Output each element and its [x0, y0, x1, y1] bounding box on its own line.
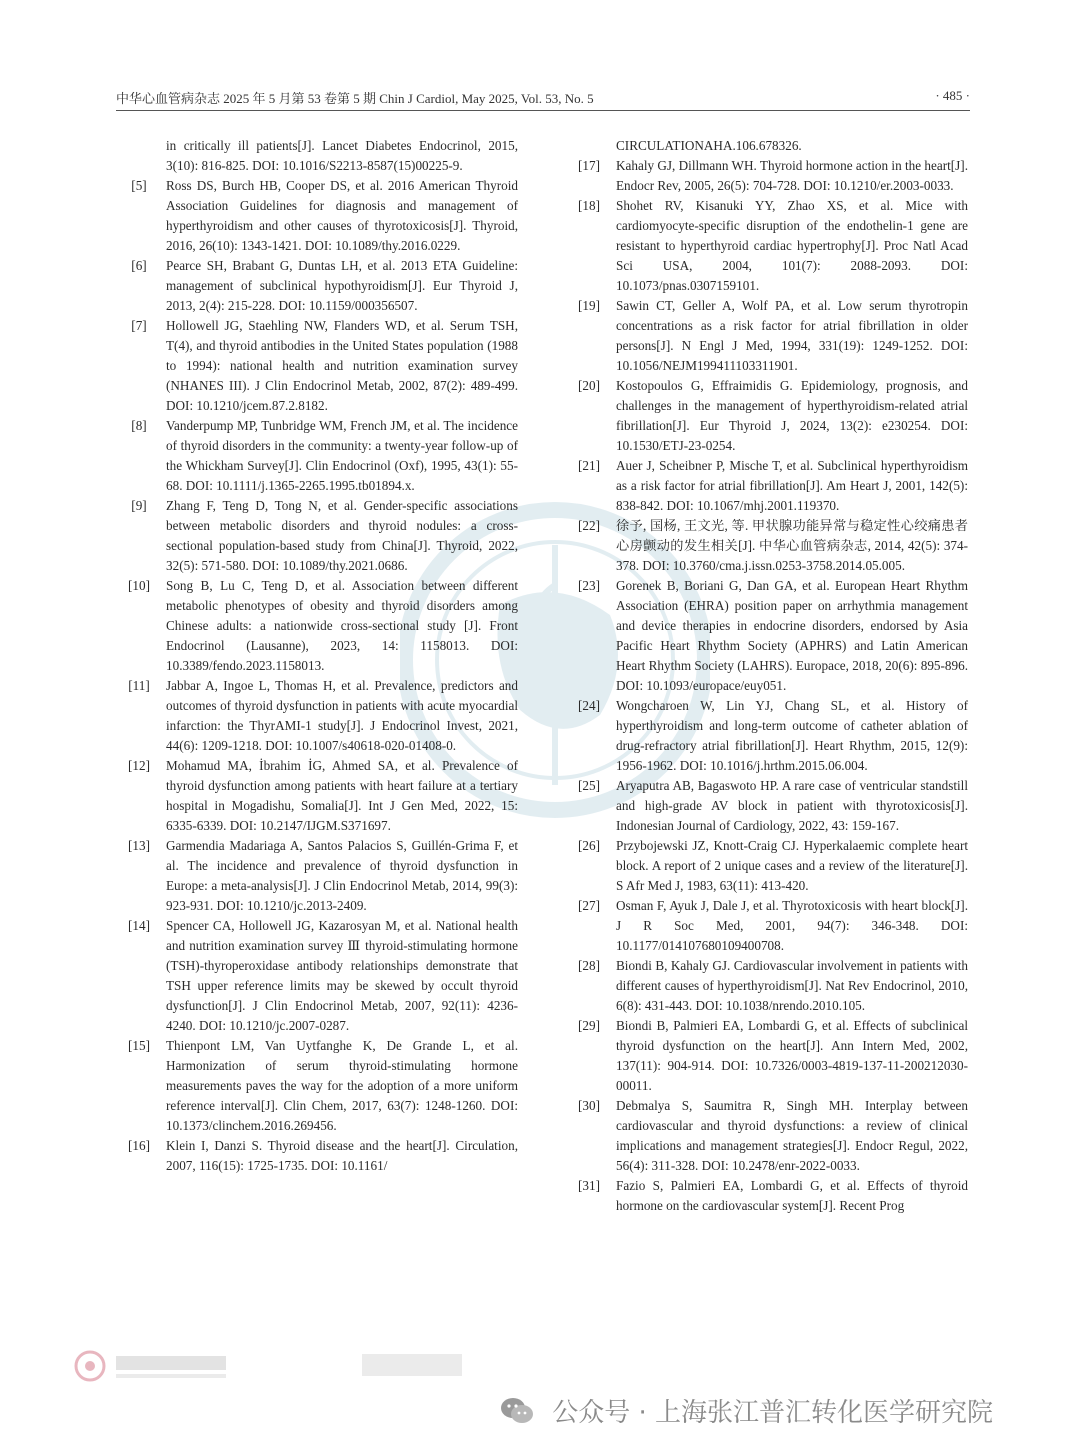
reference-number: [29]: [578, 1018, 600, 1033]
reference-number: [13]: [128, 838, 150, 853]
reference-text: Vanderpump MP, Tunbridge WM, French JM, et al. The incidence of thyroid disorders in the community: a twenty-year follow-up of the Whickham Survey[J]. Clin Endocrinol (Oxf), 1995, 43(1): 55-68. DOI: 10.1111/j.1365-2265.1995.tb01894.x.: [166, 418, 518, 493]
reference-item: [116, 1136, 518, 1176]
reference-number: [14]: [128, 918, 150, 933]
reference-text: Mohamud MA, İbrahim İG, Ahmed SA, et al. Prevalence of thyroid dysfunction among patients with heart failure at a tertiary hospital in Mogadishu, Somalia[J]. Int J Gen Med, 2022, 15: 6335-6339. DOI: 10.2147/IJGM.S371697.: [166, 758, 518, 833]
reference-text: Wongcharoen W, Lin YJ, Chang SL, et al. History of hyperthyroidism and long-term outcome of catheter ablation of drug-refractory atrial fibrillation[J]. Heart Rhythm, 2015, 12(9): 1956-1962. DOI: 10.1016/j.hrthm.2015.06.004.: [616, 698, 968, 773]
reference-item: [566, 516, 968, 576]
reference-number: [20]: [578, 378, 600, 393]
reference-item: [116, 916, 518, 1036]
reference-number: [28]: [578, 958, 600, 973]
reference-number: [18]: [578, 198, 600, 213]
reference-number: [30]: [578, 1098, 600, 1113]
reference-number: [12]: [128, 758, 150, 773]
reference-item: [116, 136, 518, 176]
reference-text: Ross DS, Burch HB, Cooper DS, et al. 2016 American Thyroid Association Guidelines for diagnosis and management of hyperthyroidism and other causes of thyrotoxicosis[J]. Thyroid, 2016, 26(10): 1343-1421. DOI: 10.1089/thy.2016.0229.: [166, 178, 518, 253]
reference-text: Fazio S, Palmieri EA, Lombardi G, et al. Effects of thyroid hormone on the cardiovascular system[J]. Recent Prog: [616, 1178, 968, 1213]
reference-item: [116, 576, 518, 676]
reference-number: [6]: [131, 258, 147, 273]
wechat-icon: [500, 1396, 534, 1426]
reference-item: [116, 256, 518, 316]
reference-text: Garmendia Madariaga A, Santos Palacios S, Guillén-Grima F, et al. The incidence and prevalence of thyroid dysfunction in Europe: a meta-analysis[J]. J Clin Endocrinol Metab, 2014, 99(3): 923-931. DOI: 10.1210/jc.2013-2409.: [166, 838, 518, 913]
reference-item: [116, 836, 518, 916]
reference-number: [17]: [578, 158, 600, 173]
reference-number: [31]: [578, 1178, 600, 1193]
reference-item: [566, 1096, 968, 1176]
reference-item: [566, 296, 968, 376]
reference-text: Przybojewski JZ, Knott-Craig CJ. Hyperkalaemic complete heart block. A report of 2 unique cases and a review of the literature[J]. S Afr Med J, 1983, 63(11): 413-420.: [616, 838, 968, 893]
reference-text: Gorenek B, Boriani G, Dan GA, et al. European Heart Rhythm Association (EHRA) position paper on arrhythmia management and device therapies in endocrine disorders, endorsed by Asia Pacific Heart Rhythm Society (APHRS) and Latin American Heart Rhythm Society (LAHRS). Europace, 2018, 20(6): 895-896. DOI: 10.1093/europace/euy051.: [616, 578, 968, 693]
reference-number: [26]: [578, 838, 600, 853]
reference-text: Jabbar A, Ingoe L, Thomas H, et al. Prevalence, predictors and outcomes of thyroid dysfunction in patients with acute myocardial infarction: the ThyrAMI-1 study[J]. J Endocrinol Invest, 2021, 44(6): 1209-1218. DOI: 10.1007/s40618-020-01408-0.: [166, 678, 518, 753]
reference-item: [116, 756, 518, 836]
reference-text: Kostopoulos G, Effraimidis G. Epidemiology, prognosis, and challenges in the management of hyperthyroidism-related atrial fibrillation[J]. Eur Thyroid J, 2024, 13(2): e230254. DOI: 10.1530/ETJ-23-0254.: [616, 378, 968, 453]
reference-text: 徐予, 国杨, 王文光, 等. 甲状腺功能异常与稳定性心绞痛患者心房颤动的发生相关[J]. 中华心血管病杂志, 2014, 42(5): 374-378. DOI: 10.3760/cma.j.issn.0253-3758.2014.05.005.: [616, 518, 968, 573]
reference-text: Pearce SH, Brabant G, Duntas LH, et al. 2013 ETA Guideline: management of subclinical hypothyroidism[J]. Eur Thyroid J, 2013, 2(4): 215-228. DOI: 10.1159/000356507.: [166, 258, 518, 313]
reference-number: [27]: [578, 898, 600, 913]
reference-item: [566, 576, 968, 696]
reference-text: in critically ill patients[J]. Lancet Diabetes Endocrinol, 2015, 3(10): 816-825. DOI: 10.1016/S2213-8587(15)00225-9.: [166, 138, 518, 173]
reference-number: [7]: [131, 318, 147, 333]
reference-number: [15]: [128, 1038, 150, 1053]
reference-number: [5]: [131, 178, 147, 193]
running-header: [116, 88, 970, 110]
references-left-column: [116, 136, 518, 1176]
reference-text: Shohet RV, Kisanuki YY, Zhao XS, et al. Mice with cardiomyocyte-specific disruption of the endothelin-1 gene are resistant to hyperthyroid cardiac hypertrophy[J]. Proc Natl Acad Sci USA, 2004, 101(7): 2088-2093. DOI: 10.1073/pnas.0307159101.: [616, 198, 968, 293]
page-number: · 485 ·: [935, 88, 970, 103]
reference-text: Thienpont LM, Van Uytfanghe K, De Grande L, et al. Harmonization of serum thyroid-stimulating hormone measurements paves the way for the adoption of a more uniform reference interval[J]. Clin Chem, 2017, 63(7): 1248-1260. DOI: 10.1373/clinchem.2016.269456.: [166, 1038, 518, 1133]
reference-number: [22]: [578, 518, 600, 533]
reference-number: [24]: [578, 698, 600, 713]
reference-text: Sawin CT, Geller A, Wolf PA, et al. Low serum thyrotropin concentrations as a risk factor for atrial fibrillation in older persons[J]. N Engl J Med, 1994, 331(19): 1249-1252. DOI: 10.1056/NEJM199411103311901.: [616, 298, 968, 373]
header-divider: [116, 110, 970, 111]
reference-item: [566, 836, 968, 896]
reference-item: [566, 1016, 968, 1096]
reference-item: [116, 676, 518, 756]
reference-item: [116, 1036, 518, 1136]
reference-item: [116, 176, 518, 256]
reference-item: [116, 496, 518, 576]
reference-number: [10]: [128, 578, 150, 593]
reference-item: [566, 156, 968, 196]
reference-text: Zhang F, Teng D, Tong N, et al. Gender-specific associations between metabolic disorders and thyroid nodules: a cross-sectional population-based study from China[J]. Thyroid, 2022, 32(5): 571-580. DOI: 10.1089/thy.2021.0686.: [166, 498, 518, 573]
reference-item: [566, 776, 968, 836]
reference-text: CIRCULATIONAHA.106.678326.: [616, 138, 802, 153]
reference-text: Spencer CA, Hollowell JG, Kazarosyan M, et al. National health and nutrition examination survey Ⅲ thyroid-stimulating hormone (TSH)-thyroperoxidase antibody relationships demonstrate that TSH upper reference limits may be skewed by occult thyroid dysfunction[J]. J Clin Endocrinol Metab, 2007, 92(11): 4236-4240. DOI: 10.1210/jc.2007-0287.: [166, 918, 518, 1033]
reference-text: Hollowell JG, Staehling NW, Flanders WD, et al. Serum TSH, T(4), and thyroid antibodies in the United States population (1988 to 1994): national health and nutrition examination survey (NHANES III). J Clin Endocrinol Metab, 2002, 87(2): 489-499. DOI: 10.1210/jcem.87.2.8182.: [166, 318, 518, 413]
reference-item: [566, 696, 968, 776]
publisher-logo: [72, 1348, 472, 1384]
reference-item: [566, 956, 968, 1016]
reference-number: [16]: [128, 1138, 150, 1153]
reference-item: [116, 416, 518, 496]
references-right-column: [566, 136, 968, 1216]
reference-item: [566, 896, 968, 956]
reference-item: [566, 196, 968, 296]
reference-item: [116, 316, 518, 416]
reference-item: [566, 376, 968, 456]
reference-number: [9]: [131, 498, 147, 513]
reference-text: Song B, Lu C, Teng D, et al. Association between different metabolic phenotypes of obesity and thyroid disorders among Chinese adults: a nationwide cross-sectional study [J]. Front Endocrinol (Lausanne), 2023, 14: 1158013. DOI: 10.3389/fendo.2023.1158013.: [166, 578, 518, 673]
reference-text: Auer J, Scheibner P, Mische T, et al. Subclinical hyperthyroidism as a risk factor for atrial fibrillation[J]. Am Heart J, 2001, 142(5): 838-842. DOI: 10.1067/mhj.2001.119370.: [616, 458, 968, 513]
reference-text: Biondi B, Palmieri EA, Lombardi G, et al. Effects of subclinical thyroid dysfunction on the heart[J]. Ann Intern Med, 2002, 137(11): 904-914. DOI: 10.7326/0003-4819-137-11-200212030-00011.: [616, 1018, 968, 1093]
reference-number: [19]: [578, 298, 600, 313]
reference-item: [566, 456, 968, 516]
reference-number: [8]: [131, 418, 147, 433]
reference-text: Aryaputra AB, Bagaswoto HP. A rare case of ventricular standstill and high-grade AV block in patient with thyrotoxicosis[J]. Indonesian Journal of Cardiology, 2022, 43: 159-167.: [616, 778, 968, 833]
wechat-account-name: 公众号 · 上海张江普汇转化医学研究院: [552, 1398, 994, 1428]
reference-item: [566, 1176, 968, 1216]
reference-item: [566, 136, 968, 156]
reference-number: [21]: [578, 458, 600, 473]
journal-citation-header: 中华心血管病杂志 2025 年 5 月第 53 卷第 5 期 Chin J Cardiol, May 2025, Vol. 53, No. 5: [116, 91, 594, 106]
reference-number: [25]: [578, 778, 600, 793]
reference-text: Kahaly GJ, Dillmann WH. Thyroid hormone action in the heart[J]. Endocr Rev, 2005, 26(5): 704-728. DOI: 10.1210/er.2003-0033.: [616, 158, 968, 193]
reference-text: Debmalya S, Saumitra R, Singh MH. Interplay between cardiovascular and thyroid dysfunctions: a review of clinical implications and management strategies[J]. Endocr Regul, 2022, 56(4): 311-328. DOI: 10.2478/enr-2022-0033.: [616, 1098, 968, 1173]
reference-text: Biondi B, Kahaly GJ. Cardiovascular involvement in patients with different causes of hyperthyroidism[J]. Nat Rev Endocrinol, 2010, 6(8): 431-443. DOI: 10.1038/nrendo.2010.105.: [616, 958, 968, 1013]
reference-number: [11]: [128, 678, 150, 693]
reference-text: Osman F, Ayuk J, Dale J, et al. Thyrotoxicosis with heart block[J]. J R Soc Med, 2001, 94(7): 346-348. DOI: 10.1177/014107680109400708.: [616, 898, 968, 953]
reference-number: [23]: [578, 578, 600, 593]
wechat-account-watermark: [500, 1392, 1060, 1432]
reference-text: Klein I, Danzi S. Thyroid disease and the heart[J]. Circulation, 2007, 116(15): 1725-1735. DOI: 10.1161/: [166, 1138, 518, 1173]
